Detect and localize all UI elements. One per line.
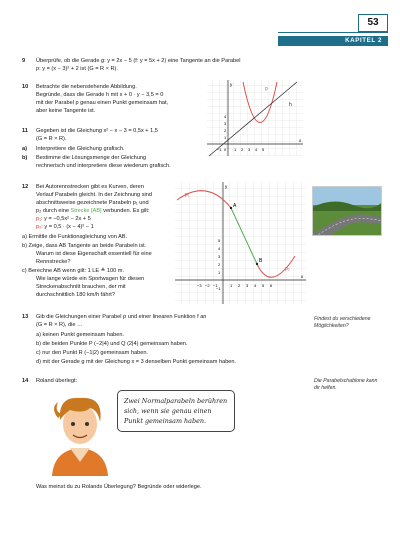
- tick-x-1: −2: [205, 283, 210, 288]
- exercise-13-line2: (G = R × R), die …: [36, 322, 83, 328]
- exercise-12c-line2: Wie lange würde ein Sportwagen für diesen: [36, 276, 145, 282]
- exercise-13c: c) nur den Punkt R (−1|2) gemeinsam haben.: [36, 350, 148, 356]
- tick-x-2: −1: [213, 283, 218, 288]
- exercise-11b-line1: Bestimme die Lösungsmenge der Gleichung: [36, 155, 147, 161]
- equation-p1: [36, 216, 91, 223]
- exercise-13a: a) keinen Punkt gemeinsam haben.: [36, 332, 125, 338]
- exercise-14-title: Roland überlegt:: [36, 378, 78, 384]
- exercise-13b: b) die beiden Punkte P (−2|4) und Q (2|4) gemeinsam haben.: [36, 341, 188, 347]
- p2-symbol: p₂: [36, 224, 42, 230]
- exercise-11-line1: Gegeben ist die Gleichung x² − x − 3 = 0,5x + 1,5: [36, 128, 158, 134]
- tick-x-0: −1: [217, 147, 222, 152]
- exercise-10-line1: Betrachte die nebenstehende Abbildung.: [36, 84, 137, 90]
- exercise-12c-line1: c) Berechne AB wenn gilt: 1 LE ≙ 100 m.: [22, 268, 125, 274]
- p1-equation: : y = −0,5x² − 2x + 5: [41, 216, 91, 222]
- tick-y-3: 1: [224, 135, 227, 140]
- tick-x-1: 1: [234, 147, 237, 152]
- segment-ab-label: Strecke [AB]: [70, 208, 102, 214]
- tick-x-7: 5: [262, 283, 265, 288]
- bubble-line1: Zwei Normalparabeln berühren: [124, 397, 228, 405]
- side-note-2-line1: Die Parabelschablone kann: [314, 378, 378, 384]
- bubble-line3: Punkt gemeinsam haben.: [124, 417, 207, 425]
- landscape-road-image: [313, 187, 382, 236]
- graph-parabola-line: [205, 78, 305, 160]
- tick-y-4: 1: [218, 270, 221, 275]
- exercise-14-number: 14: [22, 378, 29, 384]
- exercise-12b-line3: Rennstrecke?: [36, 259, 71, 265]
- tick-y-1: 3: [224, 121, 227, 126]
- equation-p2: [36, 224, 94, 231]
- graph-race-track: [173, 180, 308, 310]
- tick-x-0: −3: [197, 283, 202, 288]
- point-b: [256, 263, 258, 265]
- exercise-12-number: 12: [22, 184, 29, 190]
- tick-x-5: 3: [246, 283, 249, 288]
- exercise-12-line2: Verlauf Parabeln gleicht. In der Zeichnung sind: [36, 192, 152, 198]
- origin-label: 0: [224, 147, 227, 152]
- side-note-2: [314, 378, 377, 392]
- exercise-12-line3: abschnittsweise gezeichnete Parabeln p₁ und: [36, 200, 149, 206]
- race-track-photo: [312, 186, 382, 236]
- tick-x-2: 2: [241, 147, 244, 152]
- exercise-9-number: 9: [22, 58, 26, 64]
- grid: [175, 182, 306, 304]
- tick-x-4: 2: [238, 283, 241, 288]
- tick-y-3: 2: [218, 262, 221, 267]
- label-h: h: [289, 102, 292, 108]
- exercise-13-number: 13: [22, 314, 29, 320]
- tick-x-5: 5: [262, 147, 265, 152]
- exercise-11a-text: Interpretiere die Gleichung grafisch.: [36, 146, 125, 152]
- exercise-12b-line1: b) Zeige, dass AB Tangente an beide Parabeln ist.: [22, 243, 147, 249]
- exercise-13d: d) mit der Gerade g mit der Gleichung x = 3 denselben Punkt gemeinsam haben.: [36, 359, 237, 365]
- label-a: A: [233, 203, 237, 209]
- tick-y-0: 4: [224, 114, 227, 119]
- tick-x-4: 4: [255, 147, 258, 152]
- exercise-12-line4: [36, 208, 150, 215]
- exercise-10-line2: Begründe, dass die Gerade h mit x + 0 · y − 3,5 = 0: [36, 92, 164, 98]
- exercise-12a: a) Ermittle die Funktionsgleichung von AB.: [22, 234, 128, 240]
- p1-symbol: p₁: [36, 216, 41, 222]
- tick-x-3: 3: [248, 147, 251, 152]
- tick-y-0: 5: [218, 238, 221, 243]
- page-number: 53: [358, 14, 388, 32]
- line4-part3: verbunden. Es gilt:: [101, 208, 150, 214]
- side-note-1-line2: Möglichkeiten?: [314, 322, 349, 329]
- tick-y-5: −1: [216, 286, 221, 291]
- tick-x-3: 1: [230, 283, 233, 288]
- exercise-12c-line3: Streckenabschnitt brauchen, der mit: [36, 284, 126, 290]
- bubble-line2: sich, wenn sie genau einen: [124, 407, 212, 415]
- exercise-9-line1: Überprüfe, ob die Gerade g: y = 2x − 5 (f: y = 5x + 2) eine Tangente an die Parabel: [36, 58, 241, 64]
- tick-y-2: 3: [218, 254, 221, 259]
- x-axis-label: x: [299, 138, 302, 143]
- chapter-banner: KAPITEL 2: [278, 36, 388, 46]
- grid: [207, 80, 303, 156]
- y-axis-label: y: [230, 82, 233, 87]
- tick-x-8: 6: [270, 283, 273, 288]
- point-a: [230, 207, 232, 209]
- tick-x-6: 4: [254, 283, 257, 288]
- label-b: B: [259, 258, 263, 264]
- label-p1: p₁: [185, 192, 190, 198]
- exercise-12c-line4: durchschnittlich 180 km/h fährt?: [36, 292, 115, 298]
- roland-illustration: [40, 388, 120, 476]
- exercise-14-question: Was meinst du zu Rolands Überlegung? Begründe oder widerlege.: [36, 484, 202, 490]
- exercise-11b-line2: rechnerisch und interpretiere diese wiederum grafisch.: [36, 163, 171, 169]
- x-axis-label: x: [301, 274, 304, 279]
- side-note-1: [314, 316, 371, 330]
- label-p2: p₂: [285, 266, 290, 272]
- tick-y-1: 4: [218, 246, 221, 251]
- exercise-11-line2: (G = R × R).: [36, 136, 67, 142]
- label-p: p: [265, 86, 268, 92]
- exercise-11-number: 11: [22, 128, 28, 134]
- exercise-10-line3: mit der Parabel p genau einen Punkt gemeinsam hat,: [36, 100, 169, 106]
- exercise-9-line2: p: y = (x − 3)² + 2 ist (G = R × R).: [36, 66, 118, 72]
- line4-part1: p₂ durch eine: [36, 208, 71, 214]
- p2-equation: : y = 0,5 · (x − 4)² − 1: [41, 224, 94, 230]
- exercise-13-line1: Gib die Gleichungen einer Parabel p und einer linearen Funktion f an: [36, 314, 207, 320]
- tick-y-2: 2: [224, 128, 227, 133]
- exercise-11a-label: a): [22, 146, 27, 152]
- exercise-10-line4: aber keine Tangente ist.: [36, 108, 96, 114]
- exercise-10-number: 10: [22, 84, 29, 90]
- side-note-1-line1: Findest du verschiedene: [314, 316, 371, 322]
- speech-bubble: [117, 390, 235, 432]
- exercise-11b-label: b): [22, 155, 28, 161]
- exercise-12-line1: Bei Autorennstrecken gibt es Kurven, deren: [36, 184, 144, 190]
- side-note-2-line2: dir helfen.: [314, 384, 337, 391]
- exercise-12b-line2: Warum ist diese Eigenschaft essentiell für eine: [36, 251, 152, 257]
- header-rule: [278, 32, 388, 33]
- y-axis-label: y: [225, 184, 228, 189]
